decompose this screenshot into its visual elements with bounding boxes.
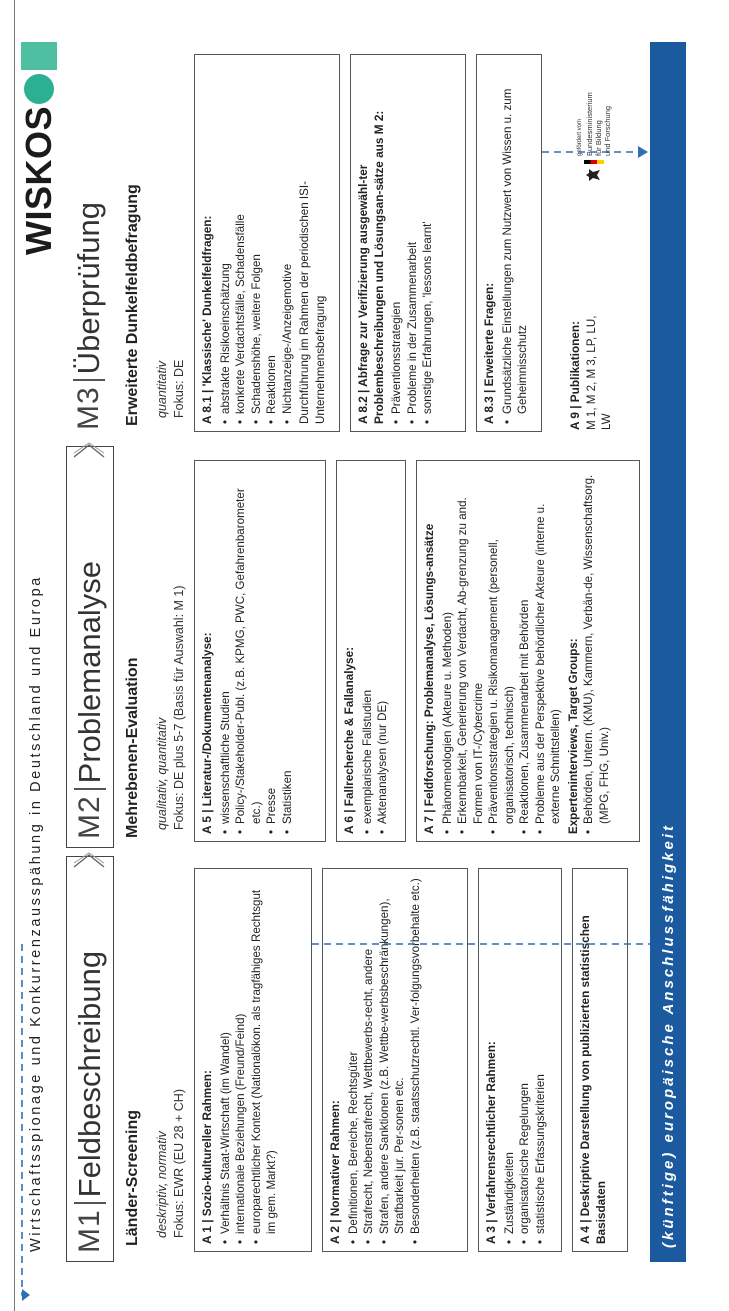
list-item: • Besonderheiten (z.B. staatsschutzrechtl. Ver-folgungsvorbehalte etc.) bbox=[408, 876, 424, 1244]
module-m2-title: M2 Problemanalyse bbox=[66, 446, 114, 848]
dashed-arrow-left bbox=[22, 944, 28, 1295]
funding-bmbf: gefördert vom Bundesministerium für Bildung und Forschung bbox=[576, 92, 612, 182]
col3-heading: Erweiterte Dunkelfeldbefragung bbox=[124, 184, 141, 426]
list-item: • Behörden, Untern. (KMU), Kammern, Verbän-de, Wissenschaftsorg. (MPG, FHG, Univ.) bbox=[581, 468, 612, 834]
header-title: Wirtschaftsspionage und Konkurrenzausspähung in Deutschland und Europa bbox=[28, 575, 44, 1252]
list-item: • Präventionsstrategien bbox=[389, 62, 405, 424]
list-item: • Probleme in der Zusammenarbeit bbox=[405, 62, 421, 424]
list-item: • wissenschaftliche Studien bbox=[218, 468, 234, 834]
list-item: • Probleme aus der Perspektive behördlicher Akteure (interne u. externe Schnittstellen) bbox=[533, 468, 564, 834]
module-m1-title: M1 Feldbeschreibung bbox=[66, 856, 114, 1262]
box-a9: A 9 | Publikationen: M 1, M 2, M 3, LP, LU, LW bbox=[568, 315, 613, 430]
list-item: • Schadenshöhe, weitere Folgen bbox=[249, 62, 265, 424]
list-item: • konkrete Verdachtsfälle, Schadensfälle bbox=[233, 62, 249, 424]
box-a5: A 5 | Literatur-/Dokumentenanalyse: • wissenschaftliche Studien • Policy-/Stakeholder-Publ. (z.B. KPMG, PWC, Gefahrenbarometer etc.) • Presse • Statistiken bbox=[194, 460, 326, 842]
col1-heading: Länder-Screening bbox=[124, 1109, 141, 1246]
list-item: • Grundsätzliche Einstellungen zum Nutzwert von Wissen u. zum Geheimnisschutz bbox=[500, 62, 531, 424]
list-item: • sonstige Erfahrungen, 'lessons learnt' bbox=[420, 62, 436, 424]
list-item: • Nichtanzeige-/Anzeigemotive bbox=[280, 62, 296, 424]
list-item: • Presse bbox=[264, 468, 280, 834]
list-item: • Policy-/Stakeholder-Publ. (z.B. KPMG, PWC, Gefahrenbarometer etc.) bbox=[233, 468, 264, 834]
box-a4: A 4 | Deskriptive Darstellung von publizierten statistischen Basisdaten bbox=[572, 868, 628, 1252]
list-item: • statistische Erfassungskriterien bbox=[533, 876, 549, 1244]
box-a7: A 7 | Feldforschung: Problemanalyse, Lösungs-ansätze • Phänomenologien (Akteure u. Methoden) • Erkennbarkeit, Generierung von Verdacht, Ab-grenzung zu and. Formen von IT-/Cybercrime • Präventionsstrategien u. Risikomanagement (personell, organisatorisch, technisch) • Reaktionen, Zusammenarbeit mit Behörden • Probleme aus der Perspektive behördlicher Akteure (interne u. externe Schnittstellen) Experteninterviews, Target Groups: • Behörden, Untern. (KMU), Kammern, Verbän-de, Wissenschaftsorg. (MPG, FHG, Univ.) bbox=[416, 460, 640, 842]
list-item: • Strafen, andere Sanktionen (z.B. Wettbe-werbsbeschränkungen), Strafbarkeit jur. Per-sonen etc. bbox=[377, 876, 408, 1244]
box-a8-2: A 8.2 | Abfrage zur Verifizierung ausgewähl-ter Problembeschreibungen und Lösungsan-sätze aus M 2: • Präventionsstrategien • Probleme in der Zusammenarbeit • sonstige Erfahrungen, 'lessons learnt' bbox=[350, 54, 466, 432]
list-item: • abstrakte Risikoeinschätzung bbox=[218, 62, 234, 424]
box-a6: A 6 | Fallrecherche & Fallanalyse: • exemplarische Fallstudien • Aktenanalysen (nur DE) bbox=[336, 460, 406, 842]
col1-meta: deskriptiv, normativ Fokus: EWR (EU 28 + CH) bbox=[155, 1089, 186, 1238]
box-a8-1: A 8.1 | 'Klassische' Dunkelfeldfragen: • abstrakte Risikoeinschätzung • konkrete Verdachtsfälle, Schadensfälle • Schadenshöhe, weitere Folgen • Reaktionen • Nichtanzeige-/Anzeigemotive Durchführung im Rahmen der periodischen ISI-Unternehmensbefragung bbox=[194, 54, 340, 432]
list-item: • Aktenanalysen (nur DE) bbox=[375, 468, 391, 834]
box-a3: A 3 | Verfahrensrechtlicher Rahmen: • Zuständigkeiten • organisatorische Regelungen • statistische Erfassungskriterien bbox=[478, 868, 562, 1252]
col3-meta: quantitativ Fokus: DE bbox=[155, 359, 186, 418]
box-a2: A 2 | Normativer Rahmen: • Definitionen, Bereiche, Rechtsgüter • Strafrecht, Nebenstrafrecht, Wettbewerbs-recht, andere • Strafen, andere Sanktionen (z.B. Wettbe-werbsbeschränkungen), Strafbarkeit jur. Per-sonen etc. • Besonderheiten (z.B. staatsschutzrechtl. Ver-folgungsvorbehalte etc.) bbox=[322, 868, 468, 1252]
logo-text: WISKOS bbox=[18, 106, 59, 256]
module-m3-title: M3 Überprüfung bbox=[71, 201, 106, 430]
list-item: • Erkennbarkeit, Generierung von Verdacht, Ab-grenzung zu and. Formen von IT-/Cybercrime bbox=[455, 468, 486, 834]
arrowhead-icon bbox=[22, 1289, 30, 1301]
box-a1: A 1 | Sozio-kultureller Rahmen: • Verhältnis Staat-Wirtschaft (im Wandel) • internationale Beziehungen (Freund/Feind) • europarechtlicher Kontext (Nationalökon. als tragfähiges Rechtsgut im gem. Markt?) bbox=[194, 868, 312, 1252]
col2-meta: qualitativ, quantitativ Fokus: DE plus 5-7 (Basis für Auswahl: M 1) bbox=[155, 585, 186, 830]
list-item: • Präventionsstrategien u. Risikomanagement (personell, organisatorisch, technisch) bbox=[486, 468, 517, 834]
list-item: • Definitionen, Bereiche, Rechtsgüter bbox=[346, 876, 362, 1244]
list-item: • Phänomenologien (Akteure u. Methoden) bbox=[440, 468, 456, 834]
list-item: • Verhältnis Staat-Wirtschaft (im Wandel) bbox=[218, 876, 234, 1244]
footer-text: (künftige) europäische Anschlussfähigkeit bbox=[659, 823, 677, 1248]
list-item: • Zuständigkeiten bbox=[502, 876, 518, 1244]
list-item: • exemplarische Fallstudien bbox=[360, 468, 376, 834]
col2-heading: Mehrebenen-Evaluation bbox=[124, 657, 141, 838]
list-item: • europarechtlicher Kontext (Nationalökon. als tragfähiges Rechtsgut im gem. Markt?) bbox=[249, 876, 280, 1244]
list-item: • Statistiken bbox=[280, 468, 296, 834]
box-a8-3: A 8.3 | Erweiterte Fragen: • Grundsätzliche Einstellungen zum Nutzwert von Wissen u. zum Geheimnisschutz bbox=[476, 54, 542, 432]
list-item: • Reaktionen, Zusammenarbeit mit Behörden bbox=[517, 468, 533, 834]
list-item: • internationale Beziehungen (Freund/Feind) bbox=[233, 876, 249, 1244]
list-item: • organisatorische Regelungen bbox=[517, 876, 533, 1244]
list-item: • Strafrecht, Nebenstrafrecht, Wettbewerbs-recht, andere bbox=[361, 876, 377, 1244]
list-item: • Reaktionen bbox=[264, 62, 280, 424]
